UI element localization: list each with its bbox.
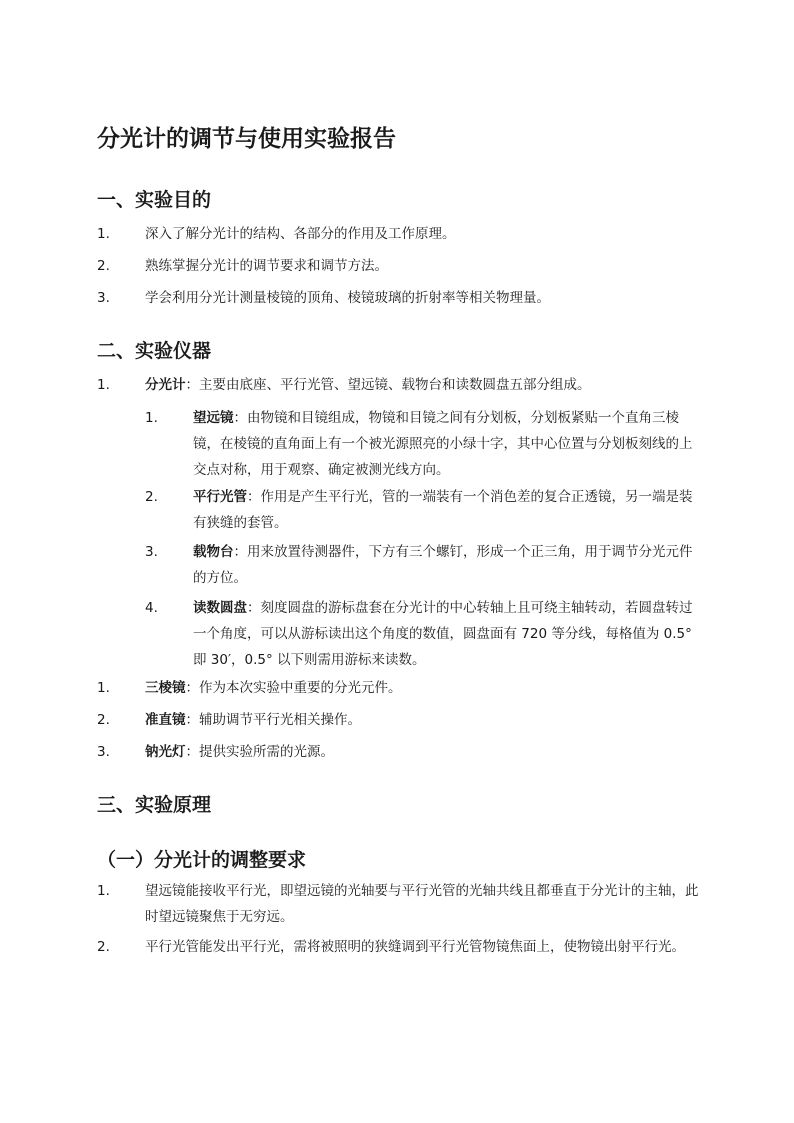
term: 钠光灯 xyxy=(145,744,186,760)
section-heading-instruments: 二、实验仪器 xyxy=(97,340,212,362)
list-number: 1. xyxy=(97,226,110,242)
term: 读数圆盘 xyxy=(193,600,247,616)
list-number: 3. xyxy=(97,290,110,306)
list-number: 1. xyxy=(145,410,158,426)
section-heading-purpose: 一、实验目的 xyxy=(97,189,212,211)
term: 载物台 xyxy=(193,544,234,560)
list-number: 2. xyxy=(97,712,110,728)
term: 平行光管 xyxy=(193,489,247,505)
section-heading-principle: 三、实验原理 xyxy=(97,794,212,816)
list-text: 望远镜能接收平行光，即望远镜的光轴要与平行光管的光轴共线且都垂直于分光计的主轴，此时望远镜聚焦于无穷远。 xyxy=(145,883,699,925)
list-text: 读数圆盘：刻度圆盘的游标盘套在分光计的中心转轴上且可绕主轴转动，若圆盘转过一个角度，可以从游标读出这个角度的数值，圆盘面有 720 等分线，每格值为 0.5° 即 30′，0.5° 以下则需用游标来读数。 xyxy=(193,600,693,668)
list-number: 2. xyxy=(145,489,158,505)
list-text: 钠光灯：提供实验所需的光源。 xyxy=(145,744,334,760)
list-text: 熟练掌握分光计的调节要求和调节方法。 xyxy=(145,258,388,274)
term: 望远镜 xyxy=(193,410,234,426)
list-number: 3. xyxy=(145,544,158,560)
list-number: 2. xyxy=(97,258,110,274)
term: 准直镜 xyxy=(145,712,186,728)
list-text: 载物台：用来放置待测器件，下方有三个螺钉，形成一个正三角，用于调节分光元件的方位。 xyxy=(193,544,693,586)
list-number: 1. xyxy=(97,680,110,696)
document-title: 分光计的调节与使用实验报告 xyxy=(97,126,396,152)
list-text: 分光计：主要由底座、平行光管、望远镜、载物台和读数圆盘五部分组成。 xyxy=(145,377,591,393)
term: 分光计 xyxy=(145,377,186,393)
term: 三棱镜 xyxy=(145,680,186,696)
list-number: 3. xyxy=(97,744,110,760)
list-text: 平行光管能发出平行光，需将被照明的狭缝调到平行光管物镜焦面上，使物镜出射平行光。 xyxy=(145,939,685,955)
list-text: 深入了解分光计的结构、各部分的作用及工作原理。 xyxy=(145,226,456,242)
list-text: 三棱镜：作为本次实验中重要的分光元件。 xyxy=(145,680,402,696)
list-number: 2. xyxy=(97,939,110,955)
list-number: 4. xyxy=(145,600,158,616)
list-text: 望远镜：由物镜和目镜组成，物镜和目镜之间有分划板，分划板紧贴一个直角三棱镜，在棱镜的直角面上有一个被光源照亮的小绿十字，其中心位置与分划板刻线的上交点对称，用于观察、确定被测光线方向。 xyxy=(193,410,693,478)
list-text: 准直镜：辅助调节平行光相关操作。 xyxy=(145,712,361,728)
list-text: 平行光管：作用是产生平行光，管的一端装有一个消色差的复合正透镜，另一端是装有狭缝的套管。 xyxy=(193,489,693,531)
subsection-heading: （一）分光计的调整要求 xyxy=(97,849,307,871)
list-number: 1. xyxy=(97,883,110,899)
list-number: 1. xyxy=(97,377,110,393)
list-text: 学会利用分光计测量棱镜的顶角、棱镜玻璃的折射率等相关物理量。 xyxy=(145,290,550,306)
